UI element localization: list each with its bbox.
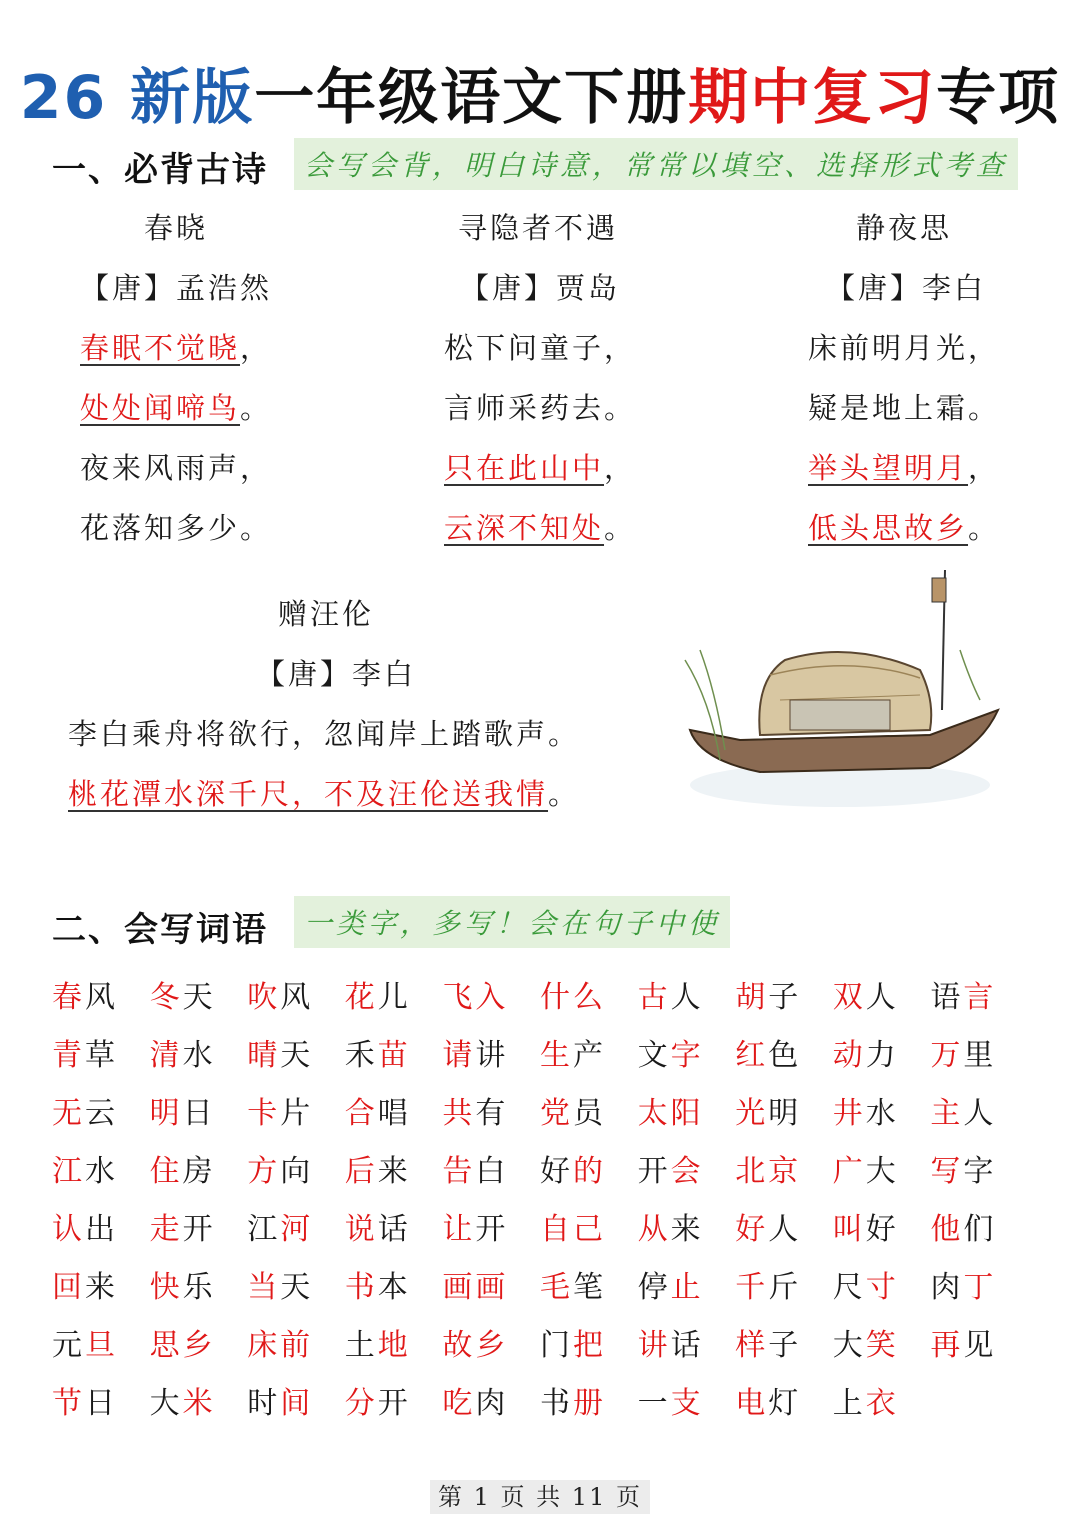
vocab-word: 样子 bbox=[735, 1328, 802, 1363]
vocab-word: 北京 bbox=[735, 1154, 802, 1189]
vocab-word: 门把 bbox=[540, 1328, 606, 1363]
poem-line: 春眠不觉晓， bbox=[80, 331, 273, 365]
section1-tip: 会写会背，明白诗意，常常以填空、选择形式考查 bbox=[294, 138, 1018, 190]
vocab-word: 停止 bbox=[637, 1270, 704, 1305]
vocab-word: 花儿 bbox=[344, 980, 411, 1015]
vocab-word: 住房 bbox=[149, 1154, 216, 1189]
poem-line: 言师采药去。 bbox=[444, 391, 637, 425]
vocab-word: 好的 bbox=[540, 1154, 606, 1189]
poem-line: 举头望明月， bbox=[808, 451, 1001, 485]
poem-line: 疑是地上霜。 bbox=[808, 391, 1001, 425]
section2-heading: 二、会写词语 bbox=[52, 910, 268, 950]
vocab-word: 一支 bbox=[637, 1386, 704, 1421]
page-footer: 第 1 页 共 11 页 bbox=[430, 1480, 650, 1514]
vocab-word: 尺寸 bbox=[832, 1270, 899, 1305]
poem-line: 处处闻啼鸟。 bbox=[80, 391, 273, 425]
vocab-word: 大笑 bbox=[832, 1328, 899, 1363]
title-part1: 26 新版 bbox=[19, 63, 255, 133]
vocab-word: 告白 bbox=[442, 1154, 509, 1189]
poem-title: 寻隐者不遇 bbox=[458, 211, 619, 245]
vocab-word: 无云 bbox=[52, 1096, 118, 1131]
vocab-word: 开会 bbox=[637, 1154, 704, 1189]
vocab-word: 卡片 bbox=[247, 1096, 314, 1131]
poem-title: 赠汪伦 bbox=[278, 597, 375, 631]
vocab-word: 井水 bbox=[832, 1096, 899, 1131]
vocab-word: 故乡 bbox=[442, 1328, 509, 1363]
vocab-word: 他们 bbox=[930, 1212, 997, 1247]
vocab-word: 写字 bbox=[930, 1154, 997, 1189]
vocab-word: 认出 bbox=[52, 1212, 118, 1247]
poem-author: 【唐】孟浩然 bbox=[80, 271, 273, 305]
vocab-word: 回来 bbox=[52, 1270, 118, 1305]
vocab-word: 上衣 bbox=[832, 1386, 899, 1421]
vocab-word: 双人 bbox=[832, 980, 899, 1015]
vocab-word: 后来 bbox=[344, 1154, 411, 1189]
vocab-word: 清水 bbox=[149, 1038, 216, 1073]
vocab-word: 土地 bbox=[344, 1328, 411, 1363]
title-part4: 专项 bbox=[936, 63, 1061, 133]
poem-line: 李白乘舟将欲行，忽闻岸上踏歌声。 bbox=[68, 717, 581, 751]
vocab-word: 文字 bbox=[637, 1038, 704, 1073]
vocab-word: 主人 bbox=[930, 1096, 997, 1131]
vocab-word: 禾苗 bbox=[344, 1038, 411, 1073]
vocab-word: 共有 bbox=[442, 1096, 509, 1131]
vocab-word: 自己 bbox=[540, 1212, 606, 1247]
vocab-word: 请讲 bbox=[442, 1038, 509, 1073]
vocab-word: 吃肉 bbox=[442, 1386, 509, 1421]
vocab-word: 画画 bbox=[442, 1270, 509, 1305]
vocab-word: 什么 bbox=[540, 980, 606, 1015]
title-part3: 期中复习 bbox=[688, 63, 937, 133]
vocab-word: 床前 bbox=[247, 1328, 314, 1363]
vocab-word: 江河 bbox=[247, 1212, 314, 1247]
poem-title: 静夜思 bbox=[856, 211, 953, 245]
vocab-word: 从来 bbox=[637, 1212, 704, 1247]
vocab-word: 古人 bbox=[637, 980, 704, 1015]
vocab-word: 思乡 bbox=[149, 1328, 216, 1363]
vocab-word: 明日 bbox=[149, 1096, 216, 1131]
poem-line: 低头思故乡。 bbox=[808, 511, 1001, 545]
vocab-word: 书本 bbox=[344, 1270, 411, 1305]
vocab-word: 当天 bbox=[247, 1270, 314, 1305]
vocab-word: 春风 bbox=[52, 980, 118, 1015]
vocab-word: 太阳 bbox=[637, 1096, 704, 1131]
vocab-word: 江水 bbox=[52, 1154, 118, 1189]
poem-author: 【唐】李白 bbox=[256, 657, 417, 691]
vocab-word: 飞入 bbox=[442, 980, 509, 1015]
vocab-word: 时间 bbox=[247, 1386, 314, 1421]
poem-line: 桃花潭水深千尺，不及汪伦送我情。 bbox=[68, 777, 581, 811]
vocab-word: 语言 bbox=[930, 980, 997, 1015]
section1-heading: 一、必背古诗 bbox=[52, 150, 268, 190]
vocab-word: 光明 bbox=[735, 1096, 802, 1131]
vocab-word: 毛笔 bbox=[540, 1270, 606, 1305]
poem-line: 床前明月光， bbox=[808, 331, 1001, 365]
section2-tip: 一类字，多写！会在句子中使 bbox=[294, 896, 730, 948]
vocab-word: 广大 bbox=[832, 1154, 899, 1189]
poem-line: 只在此山中， bbox=[444, 451, 637, 485]
vocab-word: 党员 bbox=[540, 1096, 606, 1131]
vocab-word: 元旦 bbox=[52, 1328, 118, 1363]
vocab-word: 红色 bbox=[735, 1038, 802, 1073]
vocab-word: 让开 bbox=[442, 1212, 509, 1247]
vocab-word: 讲话 bbox=[637, 1328, 704, 1363]
vocab-word: 方向 bbox=[247, 1154, 314, 1189]
vocab-word: 晴天 bbox=[247, 1038, 314, 1073]
vocab-word: 书册 bbox=[540, 1386, 606, 1421]
vocab-word: 好人 bbox=[735, 1212, 802, 1247]
poem-line: 花落知多少。 bbox=[80, 511, 273, 545]
vocab-word: 千斤 bbox=[735, 1270, 802, 1305]
vocab-word: 生产 bbox=[540, 1038, 606, 1073]
vocab-word: 节日 bbox=[52, 1386, 118, 1421]
poem-title: 春晓 bbox=[144, 211, 209, 245]
vocab-word: 大米 bbox=[149, 1386, 216, 1421]
vocab-word: 说话 bbox=[344, 1212, 411, 1247]
vocab-word: 青草 bbox=[52, 1038, 118, 1073]
poem-line: 松下问童子， bbox=[444, 331, 637, 365]
boat-illustration bbox=[680, 560, 1010, 820]
title-part2: 一年级语文下册 bbox=[254, 63, 689, 133]
vocab-word: 电灯 bbox=[735, 1386, 802, 1421]
poem-line: 夜来风雨声， bbox=[80, 451, 273, 485]
vocab-word: 万里 bbox=[930, 1038, 997, 1073]
vocab-word: 吹风 bbox=[247, 980, 314, 1015]
poem-author: 【唐】李白 bbox=[826, 271, 987, 305]
vocab-word: 叫好 bbox=[832, 1212, 899, 1247]
poem-author: 【唐】贾岛 bbox=[460, 271, 621, 305]
vocab-word: 合唱 bbox=[344, 1096, 411, 1131]
vocab-word: 冬天 bbox=[149, 980, 216, 1015]
vocab-word: 走开 bbox=[149, 1212, 216, 1247]
vocab-word: 动力 bbox=[832, 1038, 899, 1073]
page-title bbox=[0, 50, 1080, 136]
vocab-word: 分开 bbox=[344, 1386, 411, 1421]
vocab-word: 肉丁 bbox=[930, 1270, 997, 1305]
vocab-word: 再见 bbox=[930, 1328, 997, 1363]
poem-line: 云深不知处。 bbox=[444, 511, 637, 545]
vocab-word: 胡子 bbox=[735, 980, 802, 1015]
vocab-word: 快乐 bbox=[149, 1270, 216, 1305]
